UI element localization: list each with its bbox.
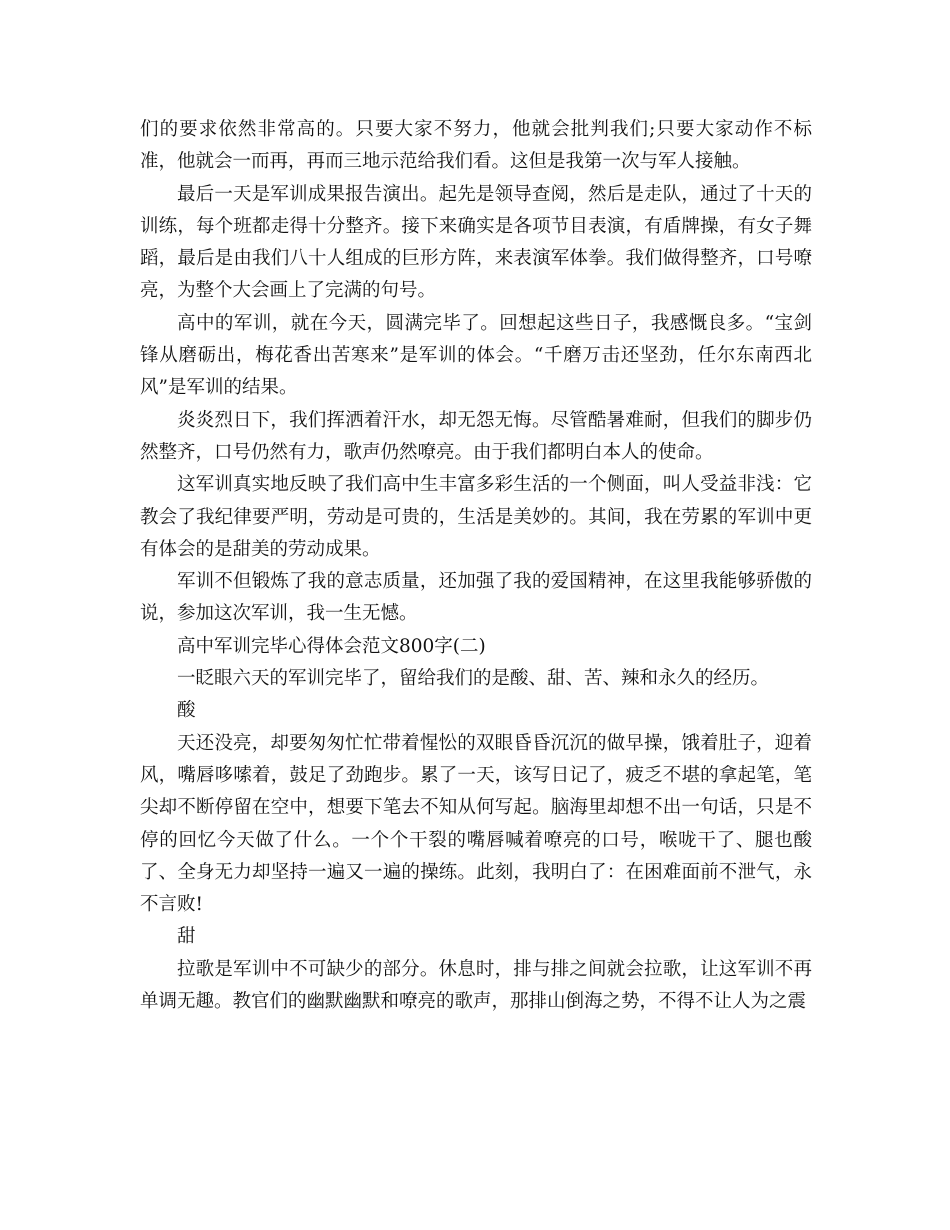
document-body (140, 114, 812, 1018)
paragraph-3: 高中的军训，就在今天，圆满完毕了。回想起这些日子，我感慨良多。“宝剑锋从磨砺出，梅花香出苦寒来”是军训的体会。“千磨万击还坚劲，任尔东南西北风”是军训的结果。 (140, 312, 812, 399)
paragraph-9: 拉歌是军训中不可缺少的部分。休息时，排与排之间就会拉歌，让这军训不再单调无趣。教官们的幽默幽默和嘹亮的歌声，那排山倒海之势，不得不让人为之震 (140, 958, 812, 1013)
subheading-sour: 酸 (177, 700, 196, 722)
paragraph-4: 炎炎烈日下，我们挥洒着汗水，却无怨无悔。尽管酷暑难耐，但我们的脚步仍然整齐，口号仍然有力，歌声仍然嘹亮。由于我们都明白本人的使命。 (140, 409, 812, 463)
paragraph-8: 天还没亮，却要匆匆忙忙带着惺忪的双眼昏昏沉沉的做早操，饿着肚子，迎着风，嘴唇哆嗦着，鼓足了劲跑步。累了一天，该写日记了，疲乏不堪的拿起笔，笔尖却不断停留在空中，想要下笔去不知从何写起。脑海里却想不出一句话，只是不停的回忆今天做了什么。一个个干裂的嘴唇喊着嘹亮的口号，喉咙干了、腿也酸了、全身无力却坚持一遍又一遍的操练。此刻，我明白了：在困难面前不泄气，永不言败! (140, 732, 812, 916)
paragraph-7: 一眨眼六天的军训完毕了，留给我们的是酸、甜、苦、辣和永久的经历。 (177, 668, 770, 690)
paragraph-6: 军训不但锻炼了我的意志质量，还加强了我的爱国精神，在这里我能够骄傲的说，参加这次军训，我一生无憾。 (140, 571, 812, 625)
subheading-sweet: 甜 (177, 926, 196, 948)
section-heading: 高中军训完毕心得体会范文800字(二) (177, 635, 486, 657)
paragraph-2: 最后一天是军训成果报告演出。起先是领导查阅，然后是走队，通过了十天的训练，每个班都走得十分整齐。接下来确实是各项节目表演，有盾牌操，有女子舞蹈，最后是由我们八十人组成的巨形方阵，来表演军体拳。我们做得整齐，口号嘹亮，为整个大会画上了完满的句号。 (140, 183, 812, 302)
paragraph-5: 这军训真实地反映了我们高中生丰富多彩生活的一个侧面，叫人受益非浅：它教会了我纪律要严明，劳动是可贵的，生活是美妙的。其间，我在劳累的军训中更有体会的是甜美的劳动成果。 (140, 474, 812, 560)
paragraph-1: 们的要求依然非常高的。只要大家不努力，他就会批判我们;只要大家动作不标准，他就会一而再，再而三地示范给我们看。这但是我第一次与军人接触。 (140, 119, 812, 173)
